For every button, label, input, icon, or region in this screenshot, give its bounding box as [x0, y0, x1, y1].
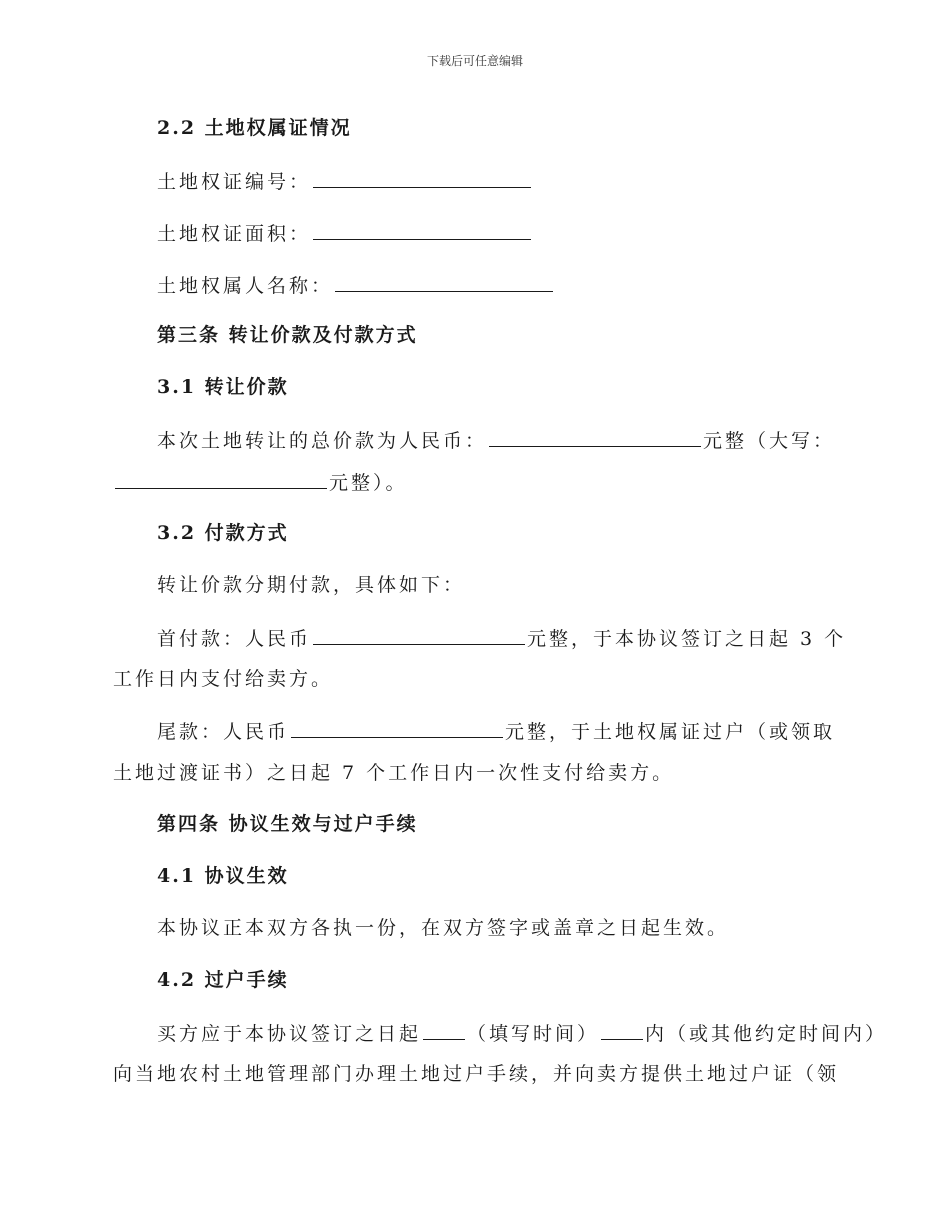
final-payment-continued: 土地过渡证书）之日起 7 个工作日内一次性支付给卖方。 [113, 762, 675, 784]
cert-number-blank[interactable] [313, 167, 531, 188]
cert-area-blank[interactable] [313, 219, 531, 240]
first-payment-blank[interactable] [313, 624, 525, 645]
section-3-2-heading: 3.2 付款方式 [157, 522, 289, 544]
total-price-uppercase-line [113, 468, 408, 496]
transfer-time-blank-1[interactable] [423, 1019, 465, 1040]
section-4-2-heading: 4.2 过户手续 [157, 969, 289, 991]
cert-number-label: 土地权证编号： [157, 171, 312, 193]
cert-area-label: 土地权证面积： [157, 223, 312, 245]
final-payment-blank[interactable] [291, 717, 503, 738]
first-payment-continued: 工作日内支付给卖方。 [113, 668, 334, 690]
final-payment-line [157, 717, 835, 745]
total-price-suffix: 元整（大写： [703, 430, 836, 452]
transfer-time-blank-2[interactable] [601, 1019, 643, 1040]
transfer-continued: 向当地农村土地管理部门办理土地过户手续，并向卖方提供土地过户证（领 [113, 1063, 840, 1085]
cert-area-line [157, 219, 533, 247]
owner-name-line [157, 271, 555, 299]
first-payment-suffix: 元整，于本协议签订之日起 3 个 [527, 628, 847, 650]
effective-line: 本协议正本双方各执一份，在双方签字或盖章之日起生效。 [157, 917, 730, 939]
page-header: 下载后可任意编辑 [426, 54, 523, 68]
transfer-text-b: （填写时间） [467, 1023, 600, 1045]
owner-name-label: 土地权属人名称： [157, 275, 334, 297]
transfer-line [157, 1019, 887, 1047]
article-3-heading: 第三条 转让价款及付款方式 [157, 324, 418, 346]
total-price-prefix: 本次土地转让的总价款为人民币： [157, 430, 488, 452]
installment-line: 转让价款分期付款，具体如下： [157, 574, 466, 596]
total-price-blank[interactable] [489, 426, 701, 447]
cert-number-line [157, 167, 533, 195]
final-payment-suffix: 元整，于土地权属证过户（或领取 [505, 721, 836, 743]
total-price-line [157, 426, 835, 454]
total-price-uppercase-blank[interactable] [115, 468, 327, 489]
transfer-text-c: 内（或其他约定时间内） [645, 1023, 888, 1045]
final-payment-prefix: 尾款：人民币 [157, 721, 290, 743]
section-2-2-heading: 2.2 土地权属证情况 [157, 117, 352, 139]
first-payment-line [157, 624, 846, 652]
total-price-end: 元整）。 [329, 472, 408, 494]
owner-name-blank[interactable] [335, 271, 553, 292]
section-4-1-heading: 4.1 协议生效 [157, 865, 289, 887]
transfer-text-a: 买方应于本协议签订之日起 [157, 1023, 422, 1045]
article-4-heading: 第四条 协议生效与过户手续 [157, 813, 418, 835]
first-payment-prefix: 首付款：人民币 [157, 628, 312, 650]
section-3-1-heading: 3.1 转让价款 [157, 376, 289, 398]
